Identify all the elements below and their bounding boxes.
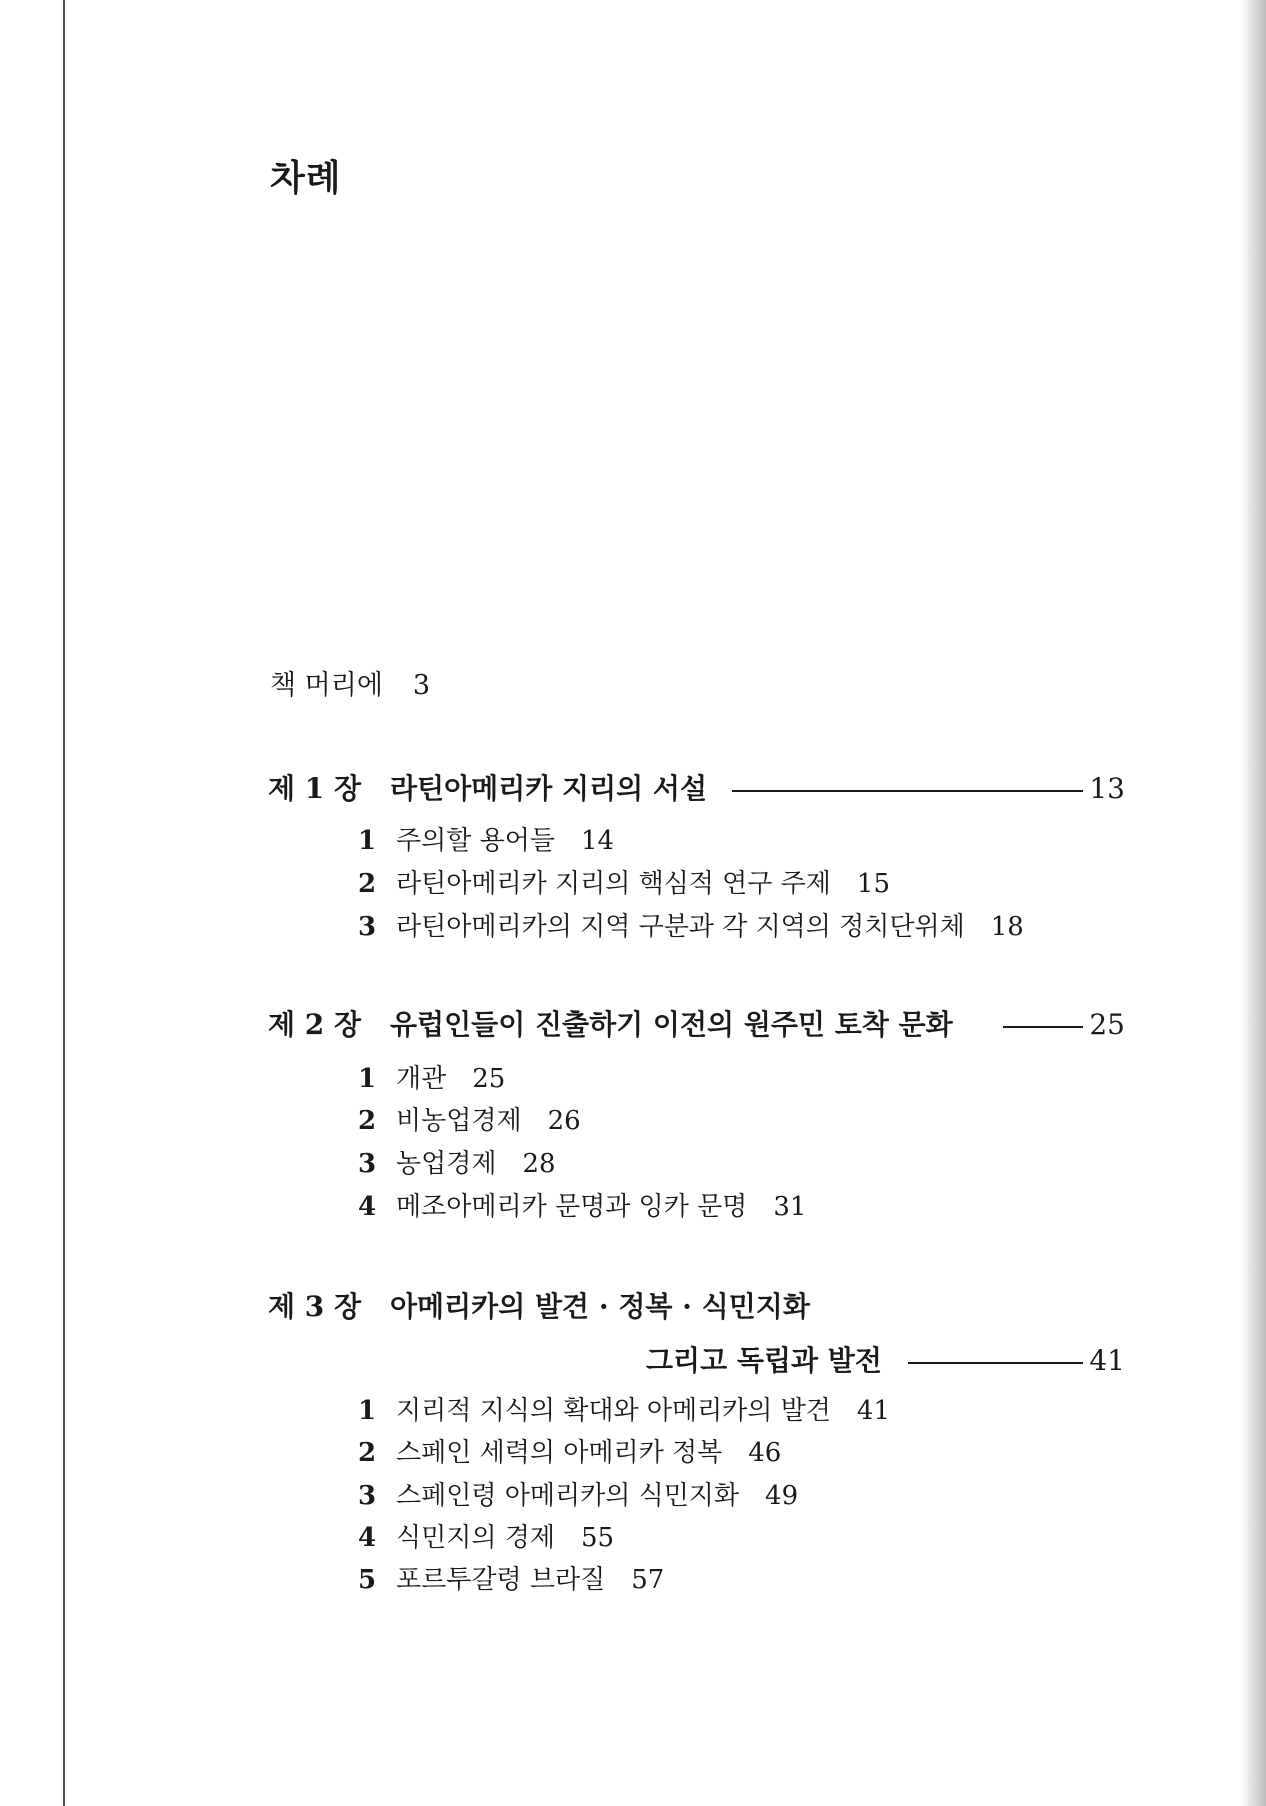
section-number: 2: [358, 869, 377, 899]
section-title: 메조아메리카 문명과 잉카 문명: [396, 1192, 748, 1222]
page-right-shadow: [1240, 0, 1266, 1806]
section-page: 46: [748, 1438, 782, 1468]
section-number: 2: [358, 1438, 377, 1468]
chapter-page: 13: [1089, 772, 1125, 805]
toc-section[interactable]: [358, 1525, 614, 1551]
section-title: 라틴아메리카의 지역 구분과 각 지역의 정치단위체: [396, 912, 965, 942]
section-number: 5: [358, 1565, 377, 1595]
section-page: 14: [580, 826, 615, 856]
section-number: 1: [358, 1396, 377, 1426]
section-title: 스페인 세력의 아메리카 정복: [396, 1438, 723, 1468]
preface-page: 3: [412, 670, 431, 701]
section-page: 25: [472, 1064, 506, 1094]
leader-line: [908, 1362, 1083, 1364]
section-page: 55: [580, 1523, 615, 1553]
chapter-label: 제 2 장: [268, 1008, 362, 1041]
section-number: 4: [358, 1192, 377, 1222]
section-title: 개관: [396, 1064, 447, 1094]
toc-entry-preface[interactable]: [270, 672, 430, 699]
toc-section[interactable]: [358, 871, 890, 897]
section-title: 스페인령 아메리카의 식민지화: [396, 1481, 740, 1511]
section-page: 41: [856, 1396, 891, 1426]
section-title: 주의할 용어들: [396, 826, 555, 856]
section-number: 3: [358, 1149, 377, 1179]
section-title: 라틴아메리카 지리의 핵심적 연구 주제: [396, 869, 831, 899]
toc-section[interactable]: [358, 1066, 505, 1092]
toc-chapter-3[interactable]: [268, 1290, 1125, 1383]
section-page: 26: [547, 1106, 581, 1136]
toc-section[interactable]: [358, 828, 614, 854]
section-number: 3: [358, 912, 377, 942]
toc-section[interactable]: [358, 1398, 890, 1424]
section-number: 2: [358, 1106, 377, 1136]
toc-section[interactable]: [358, 1567, 664, 1593]
chapter-label: 제 1 장: [268, 772, 362, 805]
section-title: 비농업경제: [396, 1106, 522, 1136]
toc-chapter-2[interactable]: [268, 1008, 1125, 1045]
section-page: 18: [990, 912, 1024, 942]
toc-section[interactable]: [358, 1151, 556, 1177]
chapter-page: 41: [1089, 1344, 1125, 1377]
section-number: 3: [358, 1481, 377, 1511]
toc-section[interactable]: [358, 1108, 581, 1134]
chapter-title-continuation: 그리고 독립과 발전: [646, 1344, 882, 1377]
section-title: 농업경제: [396, 1149, 497, 1179]
preface-title: 책 머리에: [270, 670, 383, 701]
section-title: 식민지의 경제: [396, 1523, 555, 1553]
section-number: 4: [358, 1523, 377, 1553]
toc-section[interactable]: [358, 1194, 806, 1220]
toc-chapter-1[interactable]: [268, 772, 1125, 809]
page-left-edge: [63, 0, 65, 1806]
chapter-page: 25: [1089, 1008, 1125, 1041]
section-page: 49: [765, 1481, 799, 1511]
chapter-title: 아메리카의 발견 · 정복 · 식민지화: [390, 1290, 810, 1323]
section-title: 지리적 지식의 확대와 아메리카의 발견: [396, 1396, 831, 1426]
leader-line: [1003, 1026, 1083, 1028]
chapter-title: 유럽인들이 진출하기 이전의 원주민 토착 문화: [390, 1008, 953, 1041]
leader-line: [732, 790, 1083, 792]
toc-section[interactable]: [358, 1440, 781, 1466]
section-title: 포르투갈령 브라질: [396, 1565, 606, 1595]
section-page: 28: [522, 1149, 556, 1179]
toc-title: 차례: [270, 157, 342, 199]
section-number: 1: [358, 1064, 377, 1094]
section-page: 57: [631, 1565, 665, 1595]
section-page: 15: [856, 869, 891, 899]
chapter-title: 라틴아메리카 지리의 서설: [390, 772, 708, 805]
section-number: 1: [358, 826, 377, 856]
section-page: 31: [773, 1192, 807, 1222]
toc-section[interactable]: [358, 1483, 798, 1509]
toc-section[interactable]: [358, 914, 1024, 940]
chapter-label: 제 3 장: [268, 1290, 362, 1323]
